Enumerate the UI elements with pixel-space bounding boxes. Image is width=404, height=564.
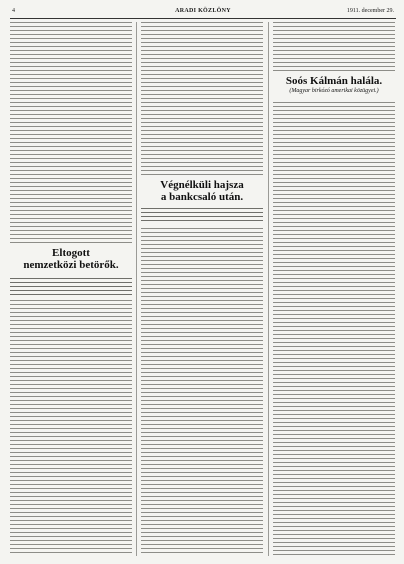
column-2 bbox=[141, 22, 263, 556]
issue-date: 1911. december 29. bbox=[346, 8, 394, 14]
subheadline: (Magyar birkózó amerikai közügyei.) bbox=[289, 87, 379, 94]
masthead bbox=[10, 6, 396, 19]
headline-line-2: nemzetközi betörők. bbox=[23, 258, 119, 271]
headline-line-1: Eltogott bbox=[52, 247, 90, 259]
article-columns bbox=[10, 22, 396, 556]
text-block-illegible bbox=[141, 22, 263, 176]
newspaper-page bbox=[10, 6, 396, 558]
article-headline bbox=[273, 76, 395, 94]
article-headline bbox=[10, 248, 132, 271]
column-divider bbox=[136, 22, 137, 556]
column-1 bbox=[10, 22, 132, 556]
headline-line-2: a bankcsaló után. bbox=[160, 190, 244, 203]
headline-line-1: Soós Kálmán halála. bbox=[285, 75, 383, 87]
subheadline-illegible bbox=[141, 208, 263, 224]
column-divider bbox=[268, 22, 269, 556]
text-block-illegible bbox=[141, 228, 263, 556]
subheadline-illegible bbox=[10, 278, 132, 296]
article-headline bbox=[141, 180, 263, 203]
text-block-illegible bbox=[273, 22, 395, 72]
column-3 bbox=[273, 22, 395, 556]
text-block-illegible bbox=[10, 22, 132, 244]
headline-line-1: Végnélküli hajsza bbox=[160, 179, 244, 191]
text-block-illegible bbox=[273, 102, 395, 556]
newspaper-title: ARADI KÖZLÖNY bbox=[175, 8, 231, 14]
page-number: 4 bbox=[12, 8, 15, 14]
text-block-illegible bbox=[10, 300, 132, 556]
